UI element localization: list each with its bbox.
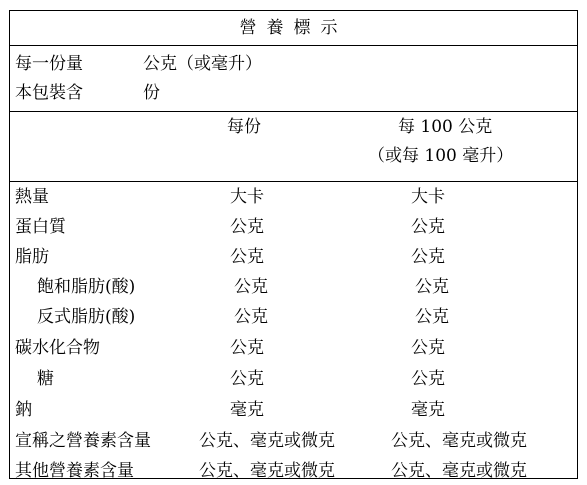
per-100-header-alt: （或每 100 毫升） [368,146,514,166]
nutrient-per-100: 公克、毫克或微克 [391,461,527,481]
nutrient-rows [10,181,577,480]
column-header-section [10,111,577,182]
nutrient-per-serving: 公克 [230,217,264,237]
label-title: 營養標示 [10,11,577,46]
nutrient-per-100: 毫克 [411,400,445,420]
nutrient-per-100: 大卡 [411,187,445,207]
nutrient-per-serving: 公克 [230,369,264,389]
nutrient-name: 反式脂肪(酸) [37,307,136,327]
nutrient-name: 碳水化合物 [15,338,100,358]
nutrient-per-100: 公克 [415,307,449,327]
nutrient-per-serving: 公克、毫克或微克 [199,431,335,451]
servings-unit: 份 [143,83,160,103]
servings-label: 本包裝含 [15,83,83,103]
nutrient-per-100: 公克 [411,369,445,389]
nutrient-name: 蛋白質 [15,217,66,237]
nutrient-name: 宣稱之營養素含量 [15,431,151,451]
nutrient-per-100: 公克、毫克或微克 [391,431,527,451]
nutrition-label [9,10,578,479]
nutrient-name: 鈉 [15,400,32,420]
nutrient-per-100: 公克 [415,277,449,297]
nutrient-per-serving: 公克 [234,307,268,327]
nutrient-per-100: 公克 [411,247,445,267]
nutrient-name: 糖 [37,369,54,389]
nutrient-per-serving: 公克 [230,247,264,267]
nutrient-name: 其他營養素含量 [15,461,134,481]
nutrient-per-serving: 公克、毫克或微克 [199,461,335,481]
nutrient-name: 脂肪 [15,247,49,267]
per-serving-label: 每一份量 [15,54,83,74]
nutrient-per-serving: 公克 [230,338,264,358]
nutrient-per-100: 公克 [411,338,445,358]
nutrient-name: 熱量 [15,187,49,207]
per-serving-header: 每份 [227,117,261,137]
nutrient-per-serving: 毫克 [230,400,264,420]
per-serving-unit: 公克（或毫升） [143,54,262,74]
nutrient-name: 飽和脂肪(酸) [37,277,136,297]
nutrient-per-serving: 大卡 [230,187,264,207]
serving-section [10,45,577,112]
nutrient-per-100: 公克 [411,217,445,237]
nutrient-per-serving: 公克 [234,277,268,297]
per-100-header: 每 100 公克 [398,117,493,137]
